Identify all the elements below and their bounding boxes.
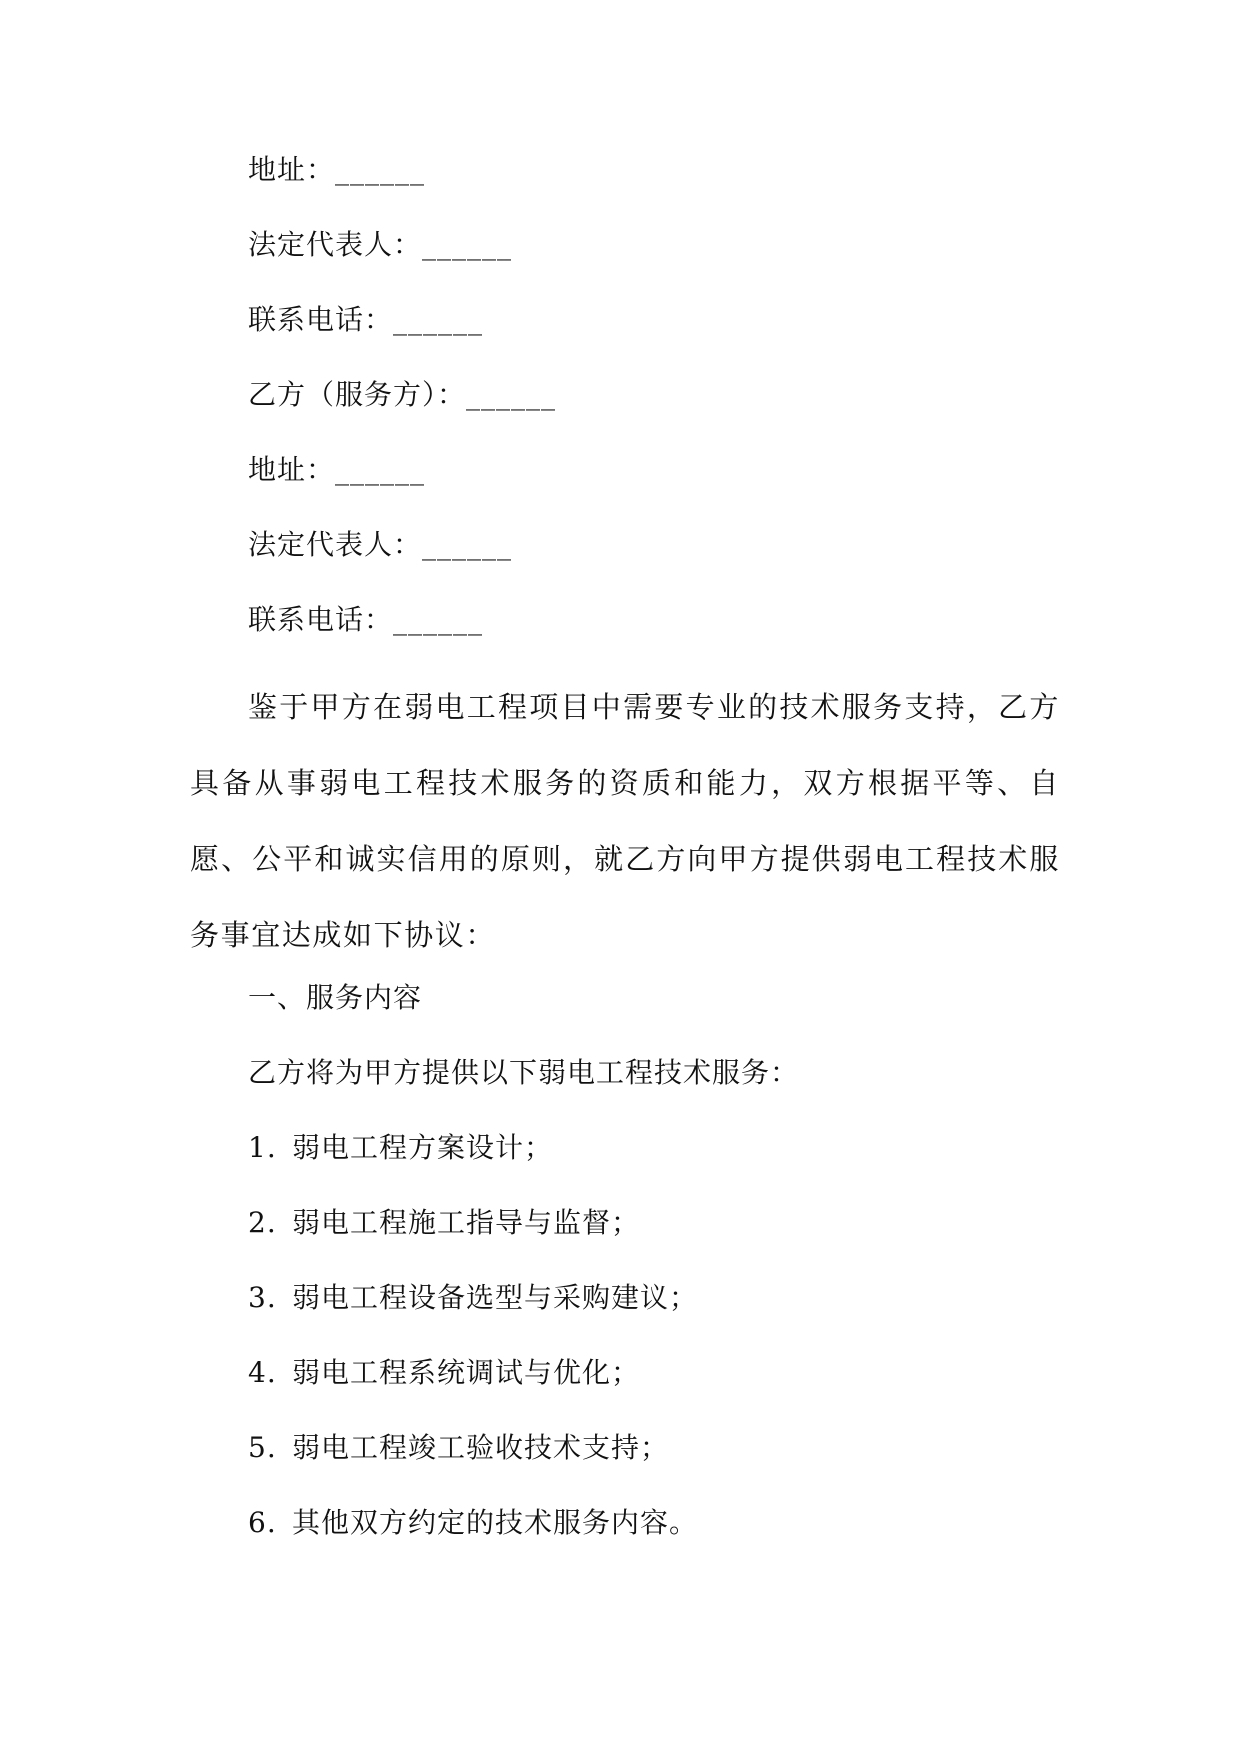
service-item-2 xyxy=(248,1203,640,1243)
service-item-text: 弱电工程系统调试与优化； xyxy=(292,1356,641,1389)
service-item-text: 弱电工程竣工验收技术支持； xyxy=(292,1431,670,1464)
party-b-legal-rep: 法定代表人：______ xyxy=(248,528,513,561)
service-item-number: 6. xyxy=(248,1506,277,1539)
service-item-1 xyxy=(248,1128,553,1168)
party-a-phone: 联系电话：______ xyxy=(248,303,484,336)
party-b-title: 乙方（服务方）：______ xyxy=(248,378,557,411)
party-b-address: 地址：______ xyxy=(248,453,426,486)
service-item-text: 弱电工程施工指导与监督； xyxy=(292,1206,641,1239)
service-item-number: 3. xyxy=(248,1281,277,1314)
service-item-text: 弱电工程方案设计； xyxy=(292,1131,554,1164)
service-item-text: 弱电工程设备选型与采购建议； xyxy=(292,1281,699,1314)
party-a-legal-rep: 法定代表人：______ xyxy=(248,228,513,261)
service-item-4 xyxy=(248,1353,640,1393)
party-b-phone: 联系电话：______ xyxy=(248,603,484,636)
service-item-number: 2. xyxy=(248,1206,277,1239)
service-item-3 xyxy=(248,1278,698,1318)
service-item-text: 其他双方约定的技术服务内容。 xyxy=(292,1506,699,1539)
service-item-5 xyxy=(248,1428,669,1468)
section-1-intro: 乙方将为甲方提供以下弱电工程技术服务： xyxy=(248,1056,800,1089)
party-a-address: 地址：______ xyxy=(248,153,426,186)
service-item-number: 1. xyxy=(248,1131,277,1164)
preamble-paragraph: 鉴于甲方在弱电工程项目中需要专业的技术服务支持，乙方具备从事弱电工程技术服务的资质和能力，双方根据平等、自愿、公平和诚实信用的原则，就乙方向甲方提供弱电工程技术服务事宜达成如下协议： xyxy=(190,690,1060,952)
service-item-number: 5. xyxy=(248,1431,277,1464)
service-item-number: 4. xyxy=(248,1356,277,1389)
service-item-6 xyxy=(248,1503,698,1543)
section-1-heading: 一、服务内容 xyxy=(248,981,423,1014)
